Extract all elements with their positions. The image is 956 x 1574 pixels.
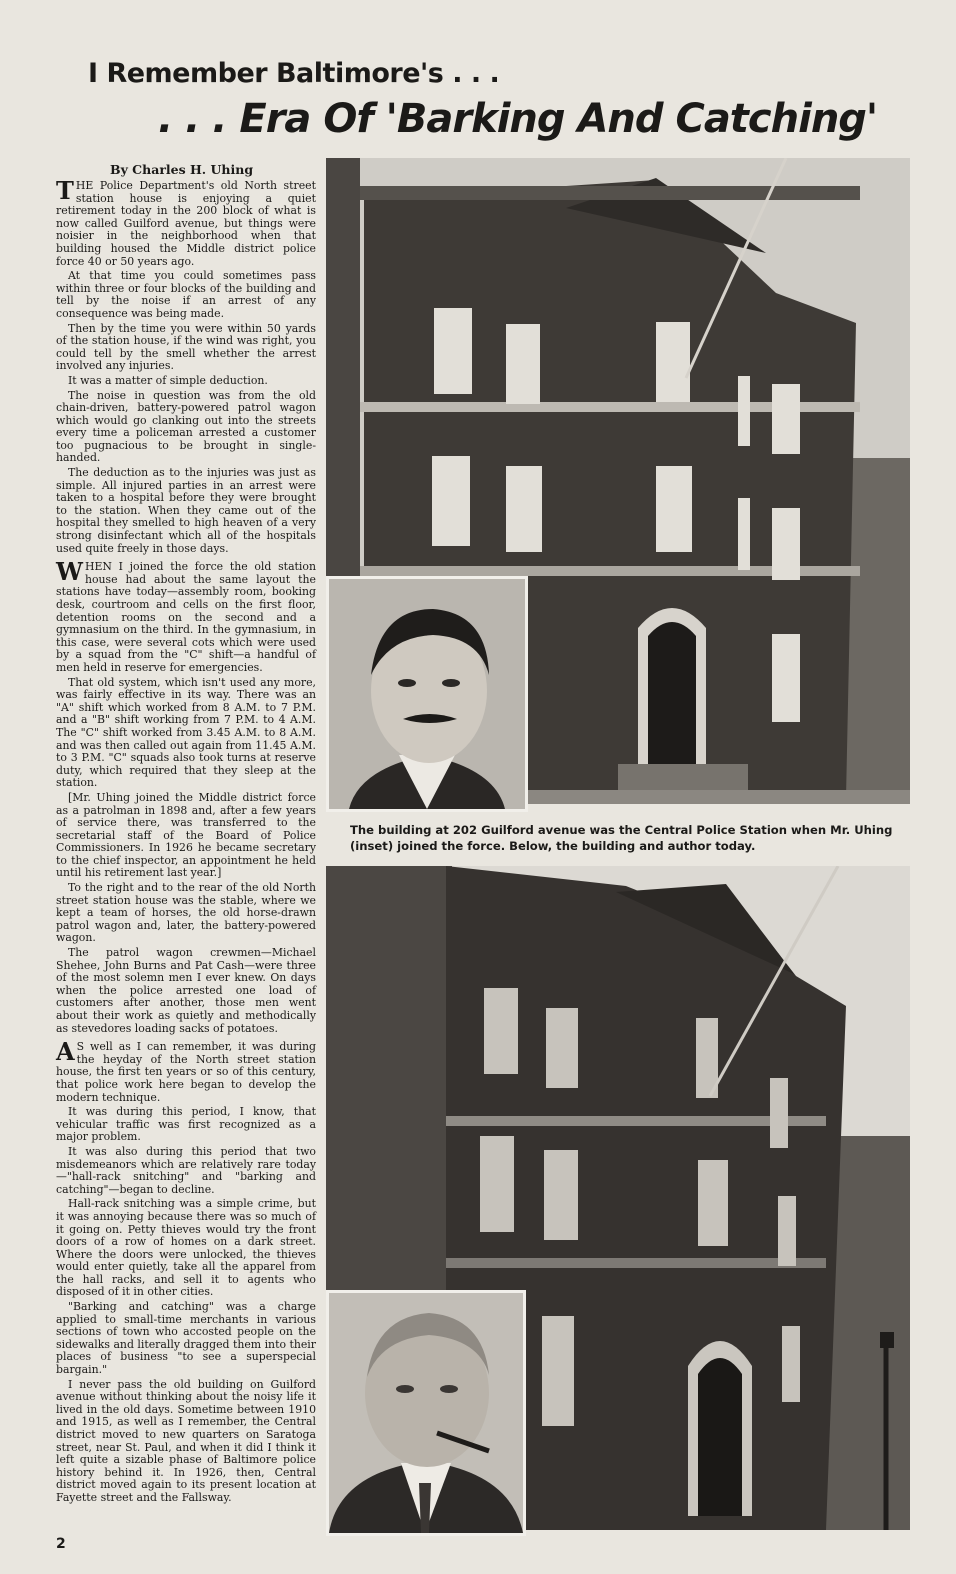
paragraph-text: The patrol wagon crewmen—Michael Shehee, John Burns and Pat Cash—were three of the most solemn men I ever knew. On days when the police arrested one load of customers after another, those men went about their work as quietly and methodically as stevedores loading sacks of potatoes. [56, 946, 316, 1035]
article-paragraph [56, 1379, 316, 1505]
paragraph-text: To the right and to the rear of the old North street station house was the stable, where we kept a team of horses, the old horse-drawn patrol wagon and, later, the battery-powered wagon. [56, 881, 316, 945]
paragraph-text: Then by the time you were within 50 yards of the station house, if the wind was right, you could tell by the smell whether the arrest involved any injuries. [56, 321, 316, 373]
article-paragraph [56, 792, 316, 880]
drop-cap: T [56, 176, 74, 205]
young-uhing-portrait [326, 576, 528, 812]
article-paragraph [56, 1301, 316, 1377]
article-paragraph [56, 390, 316, 466]
paragraph-text: Hall-rack snitching was a simple crime, but it was annoying because there was so much of it going on. Petty thieves would try the front doors of a row of homes on a dark street. Where the doors were unlocked, the thieves would enter quietly, take all the apparel from the hall racks, and sell it to agents who disposed of it in other cities. [56, 1197, 316, 1299]
paragraph-text: It was during this period, I know, that vehicular traffic was first recognized as a major problem. [56, 1105, 316, 1144]
article-body [56, 176, 316, 1507]
paragraph-text: It was a matter of simple deduction. [68, 373, 268, 387]
page-number: 2 [56, 1536, 66, 1552]
drop-cap: A [56, 1037, 75, 1067]
article-paragraph [56, 882, 316, 945]
article-paragraph [56, 375, 316, 388]
paragraph-text: I never pass the old building on Guilford avenue without thinking about the noisy life it lived in the old days. Sometime between 1910 and 1915, as well as I remember, the Central district moved to new quarters on Saratoga street, near St. Paul, and when it did I think it left quite a sizable phase of Baltimore police history behind it. In 1926, then, Central district moved again to its present location at Fayette street and the Fallsway. [56, 1377, 316, 1504]
paragraph-text: That old system, which isn't used any more, was fairly effective in its way. There was an "A" shift which worked from 8 A.M. to 7 P.M. and a "B" shift working from 7 P.M. to 4 A.M. The "C" shift worked from 3.45 A.M. to 8 A.M. and was then called out again from 11.45 A.M. to 3 P.M. "C" squads also took turns at reserve duty, which required that they sleep at the station. [56, 675, 316, 790]
paragraph-text: HE Police Department's old North street station house is enjoying a quiet retirement today in the 200 block of what is now called Guilford avenue, but things were noisier in the neighborhood when that building housed the Middle district police force 40 or 50 years ago. [56, 179, 316, 268]
paragraph-text: The noise in question was from the old chain-driven, battery-powered patrol wagon which would go clanking out into the streets every time a policeman arrested a customer too pugnacious to be brought in single-handed. [56, 388, 316, 465]
kicker-title: I Remember Baltimore's . . . [88, 58, 500, 89]
paragraph-text: S well as I can remember, it was during the heyday of the North street station house, the first ten years or so of this century, that police work here began to develop the modern technique. [56, 1040, 316, 1104]
paragraph-text: It was also during this period that two misdemeanors which are relatively rare today—"hall-rack snitching" and "barking and catching"—began to decline. [56, 1144, 316, 1196]
byline: By Charles H. Uhing [110, 162, 254, 177]
paragraph-text: At that time you could sometimes pass within three or four blocks of the building and tell by the noise if an arrest of any consequence was being made. [56, 269, 316, 320]
article-paragraph [56, 947, 316, 1035]
article-paragraph [56, 1146, 316, 1196]
paragraph-text: [Mr. Uhing joined the Middle district force as a patrolman in 1898 and, after a few years of service there, was transferred to the secretarial staff of the Board of Police Commissioners. In 1926 he became secretary to the chief inspector, an appointment he held until his retirement last year.] [56, 790, 316, 880]
article-paragraph [56, 467, 316, 555]
article-paragraph [56, 270, 316, 320]
article-paragraph [56, 176, 316, 268]
article-paragraph [56, 557, 316, 674]
article-paragraph [56, 1106, 316, 1144]
headline: . . . Era Of 'Barking And Catching' [158, 96, 878, 142]
drop-cap: W [56, 557, 83, 587]
paragraph-text: "Barking and catching" was a charge applied to small-time merchants in various sections of town who accosted people on the sidewalks and literally dragged them into their places of business "to see a superspecial bargain." [56, 1300, 316, 1377]
article-paragraph [56, 1198, 316, 1299]
article-paragraph [56, 1037, 316, 1104]
article-paragraph [56, 677, 316, 790]
article-paragraph [56, 323, 316, 373]
photo-caption: The building at 202 Guilford avenue was the Central Police Station when Mr. Uhing (inset) joined the force. Below, the building and author today. [350, 823, 893, 853]
paragraph-text: HEN I joined the force the old station house had about the same layout the stations have today—assembly room, booking desk, courtroom and cells on the first floor, detention rooms on the second and a gymnasium on the third. In the gymnasium, in this case, were several cots which were used by a squad from the "C" shift—a handful of men held in reserve for emergencies. [56, 560, 316, 674]
older-uhing-portrait [326, 1290, 526, 1536]
paragraph-text: The deduction as to the injuries was just as simple. All injured parties in an arrest were taken to a hospital before they were brought to the station. When they came out of the hospital they smelled to high heaven of a very strong disinfectant which all of the hospitals used quite freely in those days. [56, 466, 316, 555]
